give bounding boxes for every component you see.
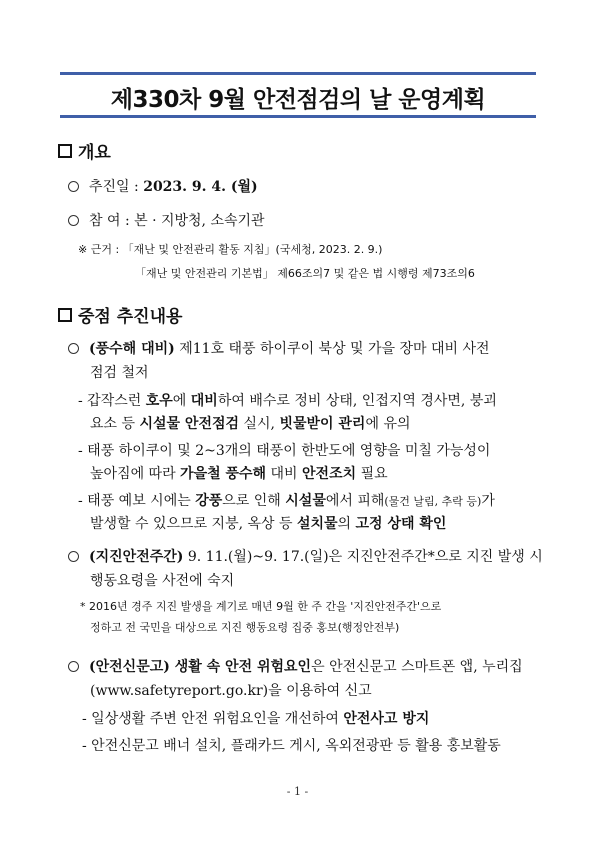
item3-bullet1: - 일상생활 주변 안전 위험요인을 개선하여 안전사고 방지 — [82, 711, 430, 727]
overview-basis-2: 「재난 및 안전관리 기본법」 제66조의7 및 같은 법 시행령 제73조의6 — [135, 267, 475, 280]
page-title: 제330차 9월 안전점검의 날 운영계획 — [110, 87, 486, 113]
item2-note1: * 2016년 경주 지진 발생을 계기로 매년 9월 한 주 간을 '지진안전주간'으로 — [80, 600, 442, 613]
item1-line2: 점검 철저 — [90, 365, 149, 381]
circle-bullet-icon — [68, 661, 79, 672]
item1-bullet3-line1: - 태풍 예보 시에는 강풍으로 인해 시설물에서 피해(물건 날림, 추락 등)가 — [78, 493, 495, 509]
item2-note2: 정하고 전 국민을 대상으로 지진 행동요령 집중 홍보(행정안전부) — [90, 621, 400, 634]
item1-bullet1-line2: 요소 등 시설물 안전점검 실시, 빗물받이 관리에 유의 — [90, 416, 411, 432]
section-overview-heading: 개요 — [58, 138, 111, 163]
circle-bullet-icon — [68, 181, 79, 192]
item1-bullet3-line2: 발생할 수 있으므로 지붕, 옥상 등 설치물의 고정 상태 확인 — [90, 516, 447, 532]
item3-bullet2: - 안전신문고 배너 설치, 플래카드 게시, 옥외전광판 등 활용 홍보활동 — [82, 738, 501, 754]
overview-participants: 참 여 : 본 · 지방청, 소속기관 — [68, 210, 265, 230]
item1-bullet2-line2: 높아짐에 따라 가을철 풍수해 대비 안전조치 필요 — [90, 466, 388, 482]
overview-basis: ※ 근거 : 「재난 및 안전관리 활동 지침」(국세청, 2023. 2. 9.) — [78, 243, 383, 256]
square-bullet-icon — [58, 144, 72, 158]
item3-line2: (www.safetyreport.go.kr)을 이용하여 신고 — [90, 683, 372, 699]
item1-line1: (풍수해 대비) 제11호 태풍 하이쿠이 북상 및 가을 장마 대비 사전 — [68, 338, 490, 358]
section-key-heading: 중점 추진내용 — [58, 302, 182, 327]
item2-line1: (지진안전주간) 9. 11.(월)~9. 17.(일)은 지진안전주간*으로 지진 발생 시 — [68, 546, 543, 566]
item2-line2: 행동요령을 사전에 숙지 — [90, 573, 235, 589]
square-bullet-icon — [58, 308, 72, 322]
item1-bullet1-line1: - 갑작스런 호우에 대비하여 배수로 정비 상태, 인접지역 경사면, 붕괴 — [78, 393, 497, 409]
title-box — [60, 72, 536, 118]
circle-bullet-icon — [68, 551, 79, 562]
page-number: - 1 - — [286, 785, 309, 798]
item3-line1: (안전신문고) 생활 속 안전 위험요인은 안전신문고 스마트폰 앱, 누리집 — [68, 656, 523, 676]
circle-bullet-icon — [68, 343, 79, 354]
overview-date: 추진일 : 2023. 9. 4. (월) — [68, 176, 258, 196]
item1-bullet2-line1: - 태풍 하이쿠이 및 2~3개의 태풍이 한반도에 영향을 미칠 가능성이 — [78, 443, 491, 459]
circle-bullet-icon — [68, 215, 79, 226]
